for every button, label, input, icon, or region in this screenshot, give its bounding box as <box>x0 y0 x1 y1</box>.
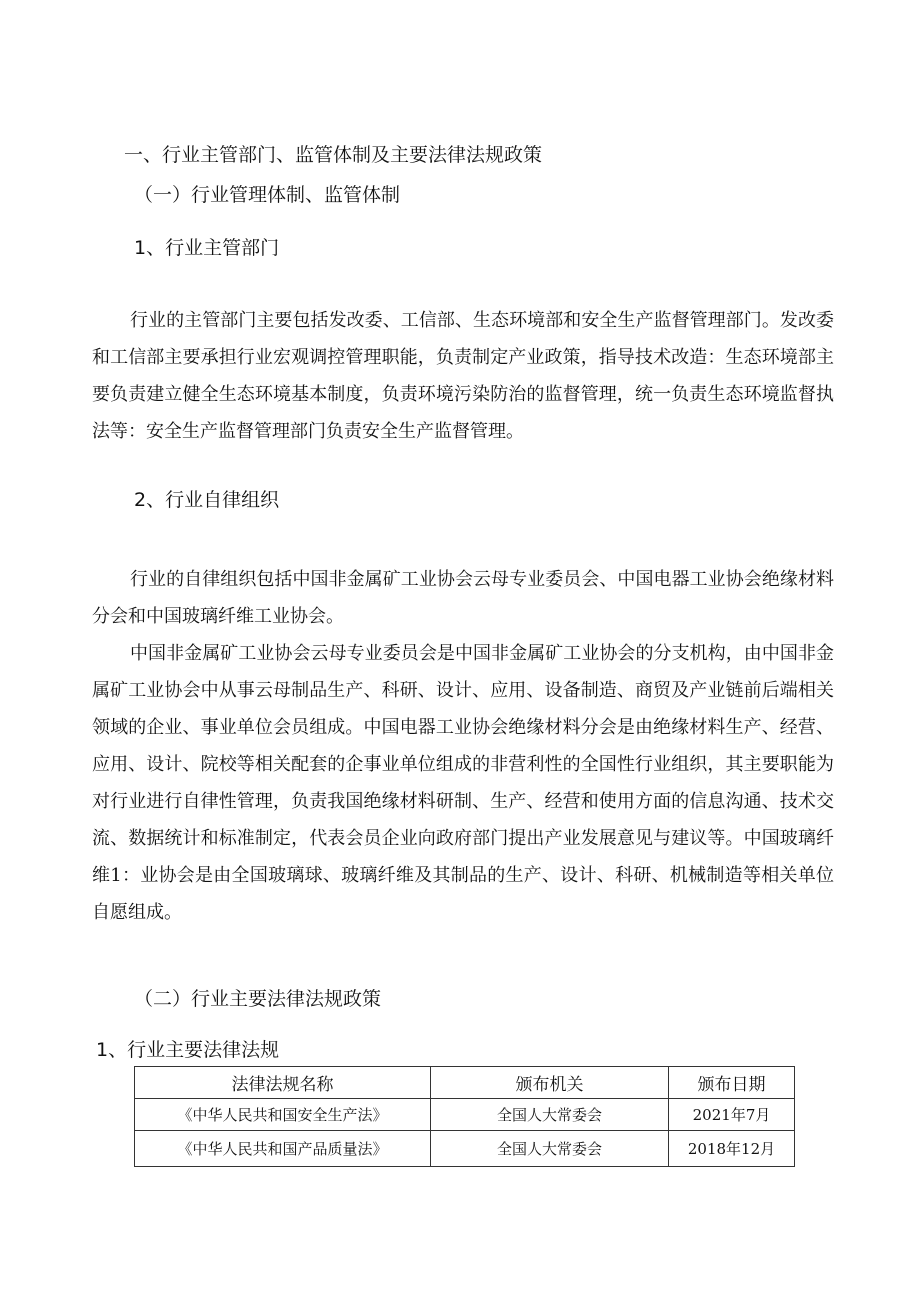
law-name-cell: 《中华人民共和国安全生产法》 <box>135 1099 431 1131</box>
subsection-heading-2: （二）行业主要法律法规政策 <box>134 988 382 1010</box>
column-header: 法律法规名称 <box>135 1067 431 1099</box>
section-heading-1: 一、行业主管部门、监管体制及主要法律法规政策 <box>124 144 543 166</box>
table-row <box>135 1099 795 1131</box>
paragraph-block-1 <box>92 302 834 450</box>
item-heading-1: 1、行业主管部门 <box>134 237 280 259</box>
issuing-body-cell: 全国人大常委会 <box>431 1099 669 1131</box>
paragraph-associations: 行业的自律组织包括中国非金属矿工业协会云母专业委员会、中国电器工业协会绝缘材料分会和中国玻璃纤维工业协会。 <box>92 569 834 627</box>
column-header: 颁布日期 <box>669 1067 795 1099</box>
laws-table <box>134 1066 795 1167</box>
paragraph-regulators: 行业的主管部门主要包括发改委、工信部、生态环境部和安全生产监督管理部门。发改委和工信部主要承担行业宏观调控管理职能，负责制定产业政策，指导技术改造：生态环境部主要负责建立健全生态环境基本制度，负责环境污染防治的监督管理，统一负责生态环境监督执法等：安全生产监督管理部门负责安全生产监督管理。 <box>92 310 834 442</box>
paragraph-block-2 <box>92 561 834 931</box>
issue-date-cell: 2018年12月 <box>669 1131 795 1167</box>
subsection-heading-1: （一）行业管理体制、监管体制 <box>134 184 401 206</box>
column-header: 颁布机关 <box>431 1067 669 1099</box>
paragraph-association-details: 中国非金属矿工业协会云母专业委员会是中国非金属矿工业协会的分支机构，由中国非金属矿工业协会中从事云母制品生产、科研、设计、应用、设备制造、商贸及产业链前后端相关领域的企业、事业单位会员组成。中国电器工业协会绝缘材料分会是由绝缘材料生产、经营、应用、设计、院校等相关配套的企事业单位组成的非营利性的全国性行业组织，其主要职能为对行业进行自律性管理，负责我国绝缘材料研制、生产、经营和使用方面的信息沟通、技术交流、数据统计和标准制定，代表会员企业向政府部门提出产业发展意见与建议等。中国玻璃纤维1：业协会是由全国玻璃球、玻璃纤维及其制品的生产、设计、科研、机械制造等相关单位自愿组成。 <box>92 643 834 923</box>
issuing-body-cell: 全国人大常委会 <box>431 1131 669 1167</box>
table-header-row <box>135 1067 795 1099</box>
item-heading-2: 2、行业自律组织 <box>134 489 280 511</box>
item-heading-3: 1、行业主要法律法规 <box>96 1039 280 1061</box>
issue-date-cell: 2021年7月 <box>669 1099 795 1131</box>
law-name-cell: 《中华人民共和国产品质量法》 <box>135 1131 431 1167</box>
table-row <box>135 1131 795 1167</box>
